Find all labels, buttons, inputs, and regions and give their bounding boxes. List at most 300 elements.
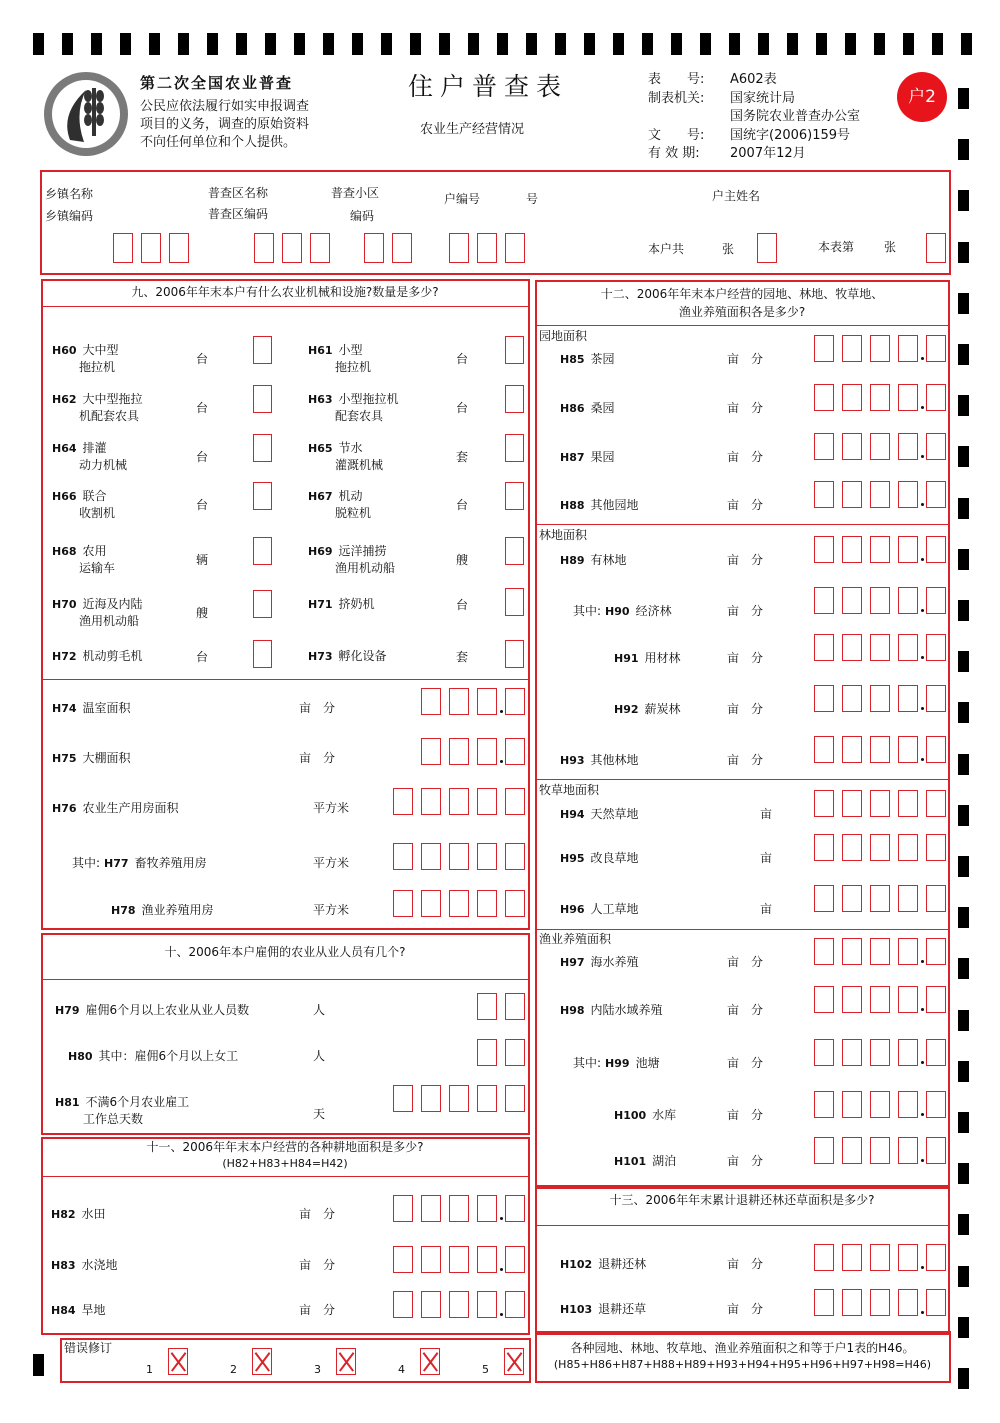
section-10-title: 十、2006年本户雇佣的农业从业人员有几个? (164, 945, 406, 959)
digit-input-box[interactable] (505, 233, 525, 263)
digit-input-box[interactable] (477, 993, 497, 1020)
timing-mark (468, 33, 479, 55)
timing-mark (958, 600, 969, 621)
digit-input-box[interactable] (870, 790, 890, 817)
digit-input-box[interactable] (254, 233, 274, 263)
timing-mark (958, 702, 969, 723)
digit-input-box[interactable] (898, 384, 918, 411)
digit-input-box[interactable] (814, 736, 834, 763)
digit-input-box[interactable] (449, 738, 469, 765)
item-label: 其他园地 (590, 498, 639, 512)
digit-input-box[interactable] (842, 536, 862, 563)
unit-label: 亩 分 (727, 1154, 764, 1168)
digit-input-box[interactable] (898, 885, 918, 912)
item-prefix: 其中: (72, 856, 101, 870)
item-label: 人工草地 (590, 902, 639, 916)
timing-mark (671, 33, 682, 55)
item-label: 薪炭林 (644, 702, 681, 716)
digit-input-box[interactable] (870, 634, 890, 661)
digit-input-box[interactable] (842, 1039, 862, 1066)
digit-input-box[interactable] (898, 685, 918, 712)
digit-input-box[interactable] (842, 335, 862, 362)
land-item (614, 1153, 676, 1170)
digit-input-box[interactable] (926, 634, 946, 661)
digit-input-box[interactable] (870, 384, 890, 411)
digit-input-box[interactable] (393, 843, 413, 870)
digit-input-box[interactable] (477, 738, 497, 765)
digit-input-box[interactable] (870, 1137, 890, 1164)
timing-mark (265, 33, 276, 55)
digit-input-box[interactable] (505, 1039, 525, 1066)
section-13-title: 十三、2006年年末累计退耕还林还草面积是多少? (609, 1193, 875, 1207)
digit-input-box[interactable] (842, 834, 862, 861)
digit-input-box[interactable] (926, 1091, 946, 1118)
item-label: 旱地 (81, 1303, 106, 1317)
digit-input-box[interactable] (926, 587, 946, 614)
digit-input-box[interactable] (870, 1091, 890, 1118)
digit-input-box[interactable] (253, 640, 272, 668)
machine-item (52, 596, 143, 613)
timing-mark (816, 33, 827, 55)
digit-input-box[interactable] (814, 1289, 834, 1316)
digit-input-box[interactable] (449, 890, 469, 917)
digit-input-box[interactable] (926, 685, 946, 712)
timing-mark (958, 1061, 969, 1082)
digit-input-box[interactable] (421, 1291, 441, 1318)
area-code-label: 普查区编码 (208, 207, 269, 221)
digit-input-box[interactable] (393, 1195, 413, 1222)
item-label: 节水 (338, 441, 363, 455)
digit-input-box[interactable] (505, 738, 525, 765)
timing-mark (613, 33, 624, 55)
digit-input-box[interactable] (505, 1246, 525, 1273)
unit-label: 亩 分 (727, 498, 764, 512)
digit-input-box[interactable] (842, 384, 862, 411)
digit-input-box[interactable] (898, 1244, 918, 1271)
digit-input-box[interactable] (870, 481, 890, 508)
item-label-2: 脱粒机 (335, 506, 372, 520)
digit-input-box[interactable] (477, 843, 497, 870)
item-code: H94 (560, 808, 585, 821)
digit-input-box[interactable] (253, 590, 272, 618)
digit-input-box[interactable] (842, 481, 862, 508)
item-code: H85 (560, 353, 585, 366)
item-label: 农用 (82, 544, 107, 558)
item-label: 果园 (590, 450, 615, 464)
digit-input-box[interactable] (898, 834, 918, 861)
digit-input-box[interactable] (870, 536, 890, 563)
meta-label: 表 号: (648, 72, 705, 87)
digit-input-box[interactable] (505, 890, 525, 917)
item-code: H100 (614, 1109, 647, 1122)
digit-input-box[interactable] (926, 1039, 946, 1066)
digit-input-box[interactable] (898, 1091, 918, 1118)
digit-input-box[interactable] (421, 843, 441, 870)
land-item (573, 603, 672, 620)
digit-input-box[interactable] (253, 336, 272, 364)
digit-input-box[interactable] (505, 1195, 525, 1222)
digit-input-box[interactable] (505, 1291, 525, 1318)
digit-input-box[interactable] (842, 938, 862, 965)
section-11-title: 十一、2006年年末本户经营的各种耕地面积是多少? (146, 1140, 424, 1154)
digit-input-box[interactable] (505, 336, 524, 364)
digit-input-box[interactable] (870, 335, 890, 362)
digit-input-box[interactable] (477, 1039, 497, 1066)
decimal-point (921, 406, 924, 409)
correction-number: 5 (482, 1363, 489, 1376)
digit-input-box[interactable] (253, 537, 272, 565)
digit-input-box[interactable] (421, 1085, 441, 1112)
digit-input-box[interactable] (898, 634, 918, 661)
item-label: 小型拖拉机 (338, 392, 399, 406)
decimal-point (921, 1159, 924, 1162)
digit-input-box[interactable] (814, 634, 834, 661)
digit-input-box[interactable] (253, 385, 272, 413)
land-item (614, 701, 681, 718)
error-correction-block (60, 1338, 531, 1383)
timing-mark (62, 33, 73, 55)
digit-input-box[interactable] (898, 790, 918, 817)
correction-box[interactable] (168, 1348, 188, 1375)
digit-input-box[interactable] (870, 834, 890, 861)
digit-input-box[interactable] (870, 685, 890, 712)
digit-input-box[interactable] (393, 1291, 413, 1318)
digit-input-box[interactable] (169, 233, 189, 263)
digit-input-box[interactable] (842, 885, 862, 912)
digit-input-box[interactable] (393, 1085, 413, 1112)
item-code: H60 (52, 344, 77, 357)
item-code: H92 (614, 703, 639, 716)
digit-input-box[interactable] (898, 433, 918, 460)
form-title: 住户普查表 (408, 72, 569, 101)
digit-input-box[interactable] (253, 482, 272, 510)
digit-input-box[interactable] (814, 834, 834, 861)
digit-input-box[interactable] (505, 993, 525, 1020)
item-code: H98 (560, 1004, 585, 1017)
staff-item (55, 1094, 189, 1111)
unit-label: 人 (313, 1003, 326, 1017)
decimal-point (921, 1008, 924, 1011)
unit-label: 亩 分 (299, 1207, 336, 1221)
digit-input-box[interactable] (421, 738, 441, 765)
digit-input-box[interactable] (842, 790, 862, 817)
digit-input-box[interactable] (842, 1091, 862, 1118)
unit-label: 亩 分 (727, 702, 764, 716)
timing-mark (410, 33, 421, 55)
digit-input-box[interactable] (814, 335, 834, 362)
timing-mark (958, 1266, 969, 1287)
digit-input-box[interactable] (898, 736, 918, 763)
digit-input-box[interactable] (926, 335, 946, 362)
unit-label: 亩 分 (727, 1056, 764, 1070)
unit-label: 亩 分 (727, 955, 764, 969)
digit-input-box[interactable] (505, 688, 525, 715)
digit-input-box[interactable] (505, 1085, 525, 1112)
digit-input-box[interactable] (421, 890, 441, 917)
digit-input-box[interactable] (814, 536, 834, 563)
timing-mark (381, 33, 392, 55)
digit-input-box[interactable] (814, 790, 834, 817)
digit-input-box[interactable] (392, 233, 412, 263)
machine-item (308, 440, 363, 457)
digit-input-box[interactable] (842, 1289, 862, 1316)
digit-input-box[interactable] (310, 233, 330, 263)
correction-box[interactable] (504, 1348, 524, 1375)
digit-input-box[interactable] (393, 1246, 413, 1273)
land-item (560, 806, 639, 823)
item-label: 不满6个月农业雇工 (85, 1095, 190, 1109)
digit-input-box[interactable] (898, 536, 918, 563)
digit-input-box[interactable] (393, 890, 413, 917)
digit-input-box[interactable] (814, 885, 834, 912)
area-item (72, 855, 207, 872)
digit-input-box[interactable] (364, 233, 384, 263)
digit-input-box[interactable] (870, 1289, 890, 1316)
unit-label: 辆 (196, 553, 209, 567)
area-name-label: 普查区名称 (208, 186, 269, 200)
item-code: H97 (560, 956, 585, 969)
item-label-2: 收割机 (79, 506, 116, 520)
digit-input-box[interactable] (898, 1039, 918, 1066)
digit-input-box[interactable] (477, 1291, 497, 1318)
machine-item (52, 543, 107, 560)
item-label: 池塘 (635, 1056, 660, 1070)
digit-input-box[interactable] (477, 1085, 497, 1112)
correction-box[interactable] (336, 1348, 356, 1375)
digit-input-box[interactable] (505, 588, 524, 616)
digit-input-box[interactable] (449, 1085, 469, 1112)
item-label-2: 动力机械 (79, 458, 128, 472)
unit-label: 亩 分 (727, 1302, 764, 1316)
decimal-point (500, 710, 503, 713)
digit-input-box[interactable] (926, 1289, 946, 1316)
digit-input-box[interactable] (814, 481, 834, 508)
item-code: H101 (614, 1155, 647, 1168)
correction-box[interactable] (420, 1348, 440, 1375)
garden-area-heading: 园地面积 (539, 329, 588, 343)
digit-input-box[interactable] (814, 433, 834, 460)
digit-input-box[interactable] (814, 384, 834, 411)
digit-input-box[interactable] (842, 736, 862, 763)
digit-input-box[interactable] (814, 587, 834, 614)
digit-input-box[interactable] (505, 788, 525, 815)
digit-input-box[interactable] (449, 233, 469, 263)
digit-input-box[interactable] (505, 482, 524, 510)
digit-input-box[interactable] (926, 938, 946, 965)
digit-input-box[interactable] (814, 685, 834, 712)
digit-input-box[interactable] (505, 640, 524, 668)
digit-input-box[interactable] (926, 790, 946, 817)
digit-input-box[interactable] (842, 986, 862, 1013)
unit-label: 台 (196, 352, 209, 366)
digit-input-box[interactable] (926, 1137, 946, 1164)
land-item (560, 954, 639, 971)
item-label: 用材林 (644, 651, 681, 665)
digit-input-box[interactable] (814, 1137, 834, 1164)
head-name-label: 户主姓名 (712, 189, 761, 203)
unit-label: 亩 (760, 851, 773, 865)
digit-input-box[interactable] (926, 885, 946, 912)
digit-input-box[interactable] (926, 736, 946, 763)
digit-input-box[interactable] (898, 1289, 918, 1316)
item-code: H96 (560, 903, 585, 916)
digit-input-box[interactable] (842, 1244, 862, 1271)
unit-label: 台 (196, 498, 209, 512)
machine-item (308, 342, 363, 359)
item-code: H62 (52, 393, 77, 406)
item-label: 茶园 (590, 352, 615, 366)
digit-input-box[interactable] (842, 685, 862, 712)
digit-input-box[interactable] (898, 938, 918, 965)
item-code: H66 (52, 490, 77, 503)
digit-input-box[interactable] (449, 1195, 469, 1222)
town-name-label: 乡镇名称 (45, 187, 94, 201)
household-no-label: 户编号 (444, 192, 481, 206)
digit-input-box[interactable] (477, 688, 497, 715)
item-code: H71 (308, 598, 333, 611)
digit-input-box[interactable] (814, 938, 834, 965)
digit-input-box[interactable] (141, 233, 161, 263)
timing-mark (958, 344, 969, 365)
item-label: 其中：雇佣6个月以上女工 (98, 1049, 239, 1063)
digit-input-box[interactable] (449, 1246, 469, 1273)
item-code: H68 (52, 545, 77, 558)
digit-input-box[interactable] (926, 433, 946, 460)
unit-label: 亩 分 (727, 1108, 764, 1122)
machine-item (308, 648, 387, 665)
decimal-point (500, 1217, 503, 1220)
unit-label: 亩 分 (299, 751, 336, 765)
timing-mark (555, 33, 566, 55)
unit-label: 平方米 (313, 801, 350, 815)
timing-mark (958, 1317, 969, 1338)
timing-mark (120, 33, 131, 55)
digit-input-box[interactable] (926, 233, 946, 263)
item-code: H61 (308, 344, 333, 357)
item-code: H87 (560, 451, 585, 464)
digit-input-box[interactable] (898, 587, 918, 614)
digit-input-box[interactable] (870, 736, 890, 763)
unit-label: 台 (456, 401, 469, 415)
unit-label: 台 (196, 401, 209, 415)
digit-input-box[interactable] (870, 986, 890, 1013)
digit-input-box[interactable] (449, 788, 469, 815)
item-label-2: 运输车 (79, 561, 116, 575)
digit-input-box[interactable] (505, 537, 524, 565)
item-label-2: 工作总天数 (83, 1112, 144, 1126)
timing-mark (958, 1010, 969, 1031)
timing-mark (958, 754, 969, 775)
unit-label: 台 (196, 450, 209, 464)
digit-input-box[interactable] (870, 938, 890, 965)
digit-input-box[interactable] (870, 885, 890, 912)
digit-input-box[interactable] (926, 986, 946, 1013)
digit-input-box[interactable] (421, 1246, 441, 1273)
digit-input-box[interactable] (842, 587, 862, 614)
digit-input-box[interactable] (926, 384, 946, 411)
digit-input-box[interactable] (898, 481, 918, 508)
item-code: H81 (55, 1096, 80, 1109)
digit-input-box[interactable] (477, 890, 497, 917)
item-label: 近海及内陆 (82, 597, 143, 611)
digit-input-box[interactable] (814, 1244, 834, 1271)
item-code: H82 (51, 1208, 76, 1221)
farmland-item (51, 1302, 106, 1319)
item-label-2: 渔用机动船 (79, 614, 140, 628)
timing-mark (958, 651, 969, 672)
digit-input-box[interactable] (477, 1195, 497, 1222)
digit-input-box[interactable] (898, 1137, 918, 1164)
digit-input-box[interactable] (477, 1246, 497, 1273)
digit-input-box[interactable] (449, 843, 469, 870)
digit-input-box[interactable] (421, 688, 441, 715)
item-code: H79 (55, 1004, 80, 1017)
digit-input-box[interactable] (253, 434, 272, 462)
digit-input-box[interactable] (926, 481, 946, 508)
digit-input-box[interactable] (926, 536, 946, 563)
item-code: H74 (52, 702, 77, 715)
digit-input-box[interactable] (870, 587, 890, 614)
digit-input-box[interactable] (870, 1039, 890, 1066)
digit-input-box[interactable] (477, 233, 497, 263)
item-label-2: 拖拉机 (79, 360, 116, 374)
item-code: H88 (560, 499, 585, 512)
item-label: 雇佣6个月以上农业从业人员数 (85, 1003, 250, 1017)
unit-label: 亩 分 (727, 1003, 764, 1017)
digit-input-box[interactable] (898, 986, 918, 1013)
land-item (614, 650, 681, 667)
digit-input-box[interactable] (842, 433, 862, 460)
digit-input-box[interactable] (282, 233, 302, 263)
digit-input-box[interactable] (449, 688, 469, 715)
land-item (560, 497, 639, 514)
land-item (560, 1002, 663, 1019)
digit-input-box[interactable] (505, 843, 525, 870)
item-label-2: 灌溉机械 (335, 458, 384, 472)
digit-input-box[interactable] (393, 788, 413, 815)
digit-input-box[interactable] (926, 834, 946, 861)
digit-input-box[interactable] (505, 385, 524, 413)
digit-input-box[interactable] (477, 788, 497, 815)
digit-input-box[interactable] (113, 233, 133, 263)
digit-input-box[interactable] (814, 1039, 834, 1066)
section-11-formula: (H82+H83+H84=H42) (222, 1157, 348, 1170)
digit-input-box[interactable] (898, 335, 918, 362)
digit-input-box[interactable] (870, 433, 890, 460)
digit-input-box[interactable] (926, 1244, 946, 1271)
digit-input-box[interactable] (421, 788, 441, 815)
unit-label: 台 (456, 498, 469, 512)
correction-box[interactable] (252, 1348, 272, 1375)
meta-label: 制表机关: (648, 90, 705, 106)
item-label: 畜牧养殖用房 (134, 856, 207, 870)
digit-input-box[interactable] (842, 634, 862, 661)
machine-item (308, 543, 387, 560)
digit-input-box[interactable] (870, 1244, 890, 1271)
this-sheet-label: 本表第 (818, 240, 855, 254)
digit-input-box[interactable] (505, 434, 524, 462)
digit-input-box[interactable] (757, 233, 777, 263)
digit-input-box[interactable] (814, 986, 834, 1013)
digit-input-box[interactable] (421, 1195, 441, 1222)
staff-item (68, 1048, 238, 1065)
digit-input-box[interactable] (814, 1091, 834, 1118)
town-code-label: 乡镇编码 (45, 209, 94, 223)
item-code: H91 (614, 652, 639, 665)
digit-input-box[interactable] (449, 1291, 469, 1318)
digit-input-box[interactable] (842, 1137, 862, 1164)
machine-item (52, 342, 119, 359)
